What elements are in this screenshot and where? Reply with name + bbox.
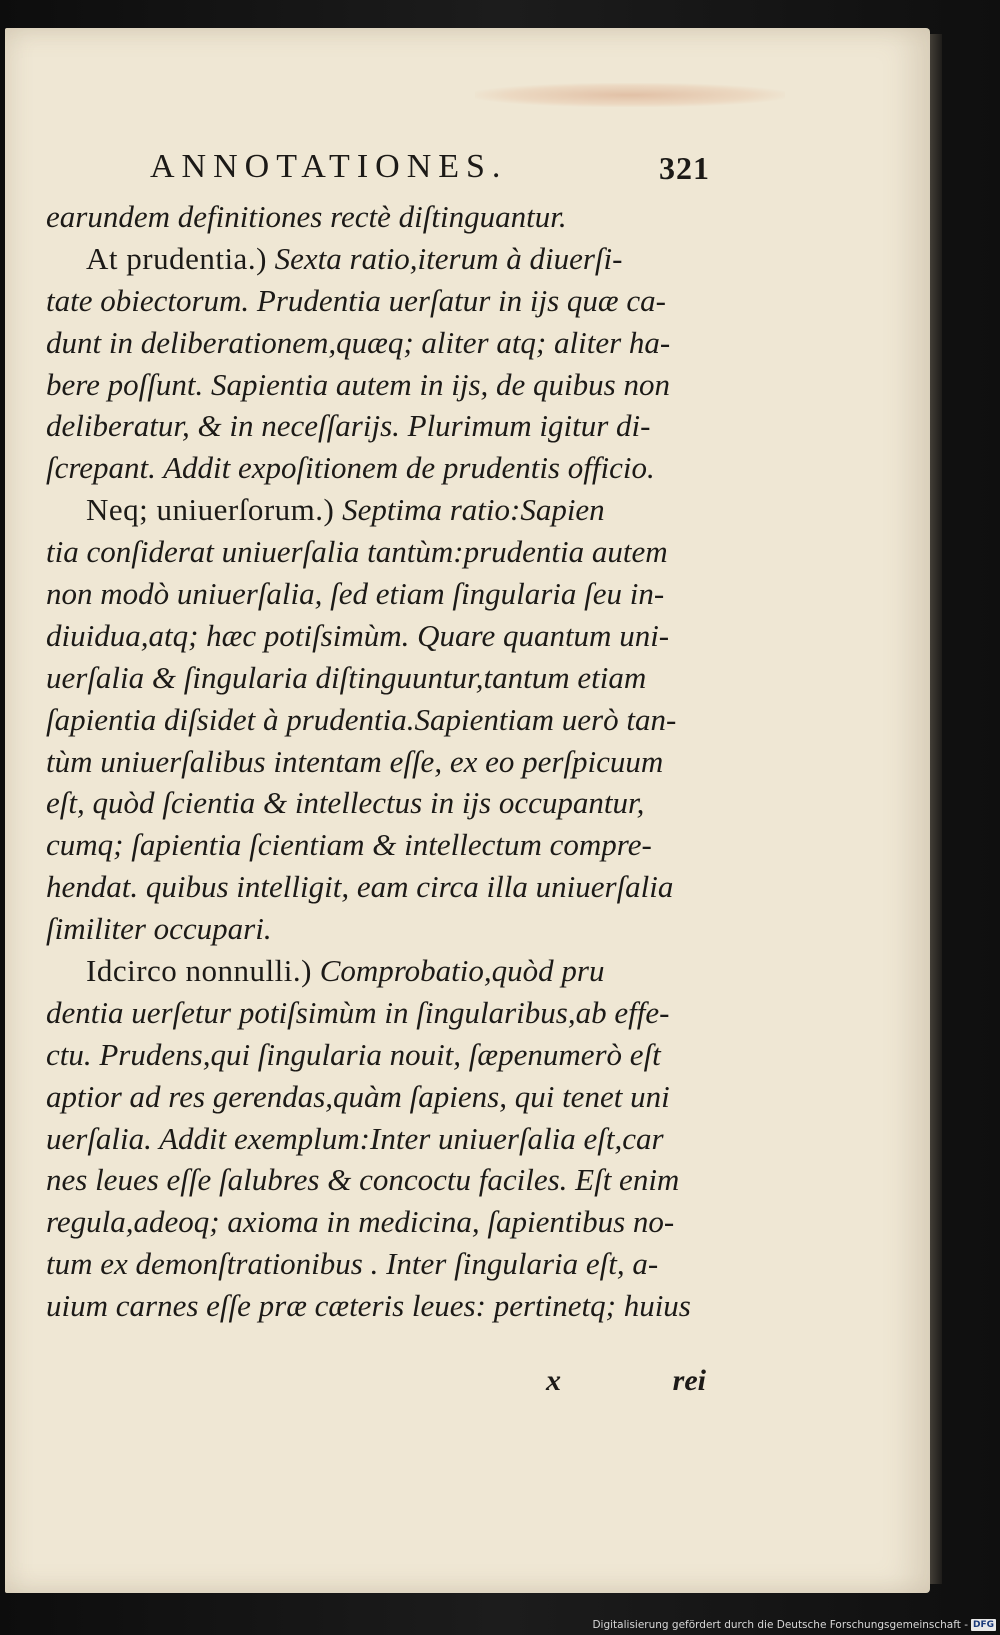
text-line — [46, 1034, 706, 1076]
line-text: uerſalia. Addit exemplum:Inter uniuerſalia eſt,car — [46, 1120, 664, 1156]
text-line — [46, 1118, 706, 1160]
text-line — [46, 950, 706, 992]
text-line — [46, 741, 706, 783]
digitization-credit — [592, 1617, 996, 1633]
line-text: Septima ratio:Sapien — [334, 492, 605, 528]
text-line — [46, 782, 706, 824]
line-text: diuidua,atq; hæc potiſsimùm. Quare quantum uni- — [46, 617, 670, 653]
line-text: ſapientia diſsidet à prudentia.Sapientiam uerò tan- — [46, 701, 677, 737]
text-line — [46, 908, 706, 950]
text-line — [46, 699, 706, 741]
line-text: nes leues eſſe ſalubres & concoctu faciles. Eſt enim — [46, 1162, 680, 1198]
text-line — [46, 1201, 706, 1243]
line-text: ſimiliter occupari. — [46, 911, 272, 947]
text-line — [46, 196, 706, 238]
text-line — [46, 1159, 706, 1201]
line-text: ſcrepant. Addit expoſitionem de prudentis officio. — [46, 450, 655, 486]
lemma: Neq; uniuerſorum.) — [86, 492, 335, 528]
line-text: tate obiectorum. Prudentia uerſatur in ijs quæ ca- — [46, 282, 666, 318]
text-line — [46, 615, 706, 657]
lemma: Idcirco nonnulli.) — [86, 953, 312, 989]
body-text — [46, 196, 706, 1327]
text-line — [46, 657, 706, 699]
line-text: aptior ad res gerendas,quàm ſapiens, qui tenet uni — [46, 1078, 670, 1114]
line-text: tia conſiderat uniuerſalia tantùm:prudentia autem — [46, 534, 668, 570]
line-text: deliberatur, & in neceſſarijs. Plurimum igitur di- — [46, 408, 651, 444]
line-text: uium carnes eſſe præ cæteris leues: pertinetq; huius — [46, 1288, 691, 1324]
line-text: Comprobatio,quòd pru — [311, 953, 605, 989]
text-line — [46, 405, 706, 447]
lemma: At prudentia.) — [86, 240, 267, 276]
text-line — [46, 573, 706, 615]
text-line — [46, 531, 706, 573]
text-line — [46, 364, 706, 406]
line-text: dunt in deliberationem,quæq; aliter atq; aliter ha- — [46, 324, 671, 360]
page-edge-shadow — [930, 34, 942, 1584]
text-line — [46, 238, 706, 280]
dfg-logo: DFG — [972, 1620, 994, 1630]
line-text: Sexta ratio,iterum à diuerſi- — [266, 240, 623, 276]
text-line — [46, 1243, 706, 1285]
line-text: eſt, quòd ſcientia & intellectus in ijs occupantur, — [46, 785, 645, 821]
line-text: uerſalia & ſingularia diſtinguuntur,tantum etiam — [46, 659, 647, 695]
text-line — [46, 866, 706, 908]
text-line — [46, 280, 706, 322]
text-line — [46, 447, 706, 489]
line-text: bere poſſunt. Sapientia autem in ijs, de quibus non — [46, 366, 670, 402]
text-line — [46, 1285, 706, 1327]
page-number: 321 — [659, 150, 710, 186]
line-text: cumq; ſapientia ſcientiam & intellectum compre- — [46, 827, 652, 863]
line-text: non modò uniuerſalia, ſed etiam ſingularia ſeu in- — [46, 576, 665, 612]
text-line — [46, 824, 706, 866]
page-footer — [46, 1364, 706, 1404]
page-header — [150, 148, 710, 192]
line-text: tùm uniuerſalibus intentam eſſe, ex eo perſpicuum — [46, 743, 664, 779]
line-text: earundem definitiones rectè diſtinguantur. — [46, 199, 567, 234]
credit-text: Digitalisierung gefördert durch die Deutsche Forschungsgemeinschaft - — [592, 1619, 968, 1631]
text-line — [46, 322, 706, 364]
line-text: hendat. quibus intelligit, eam circa illa uniuerſalia — [46, 869, 674, 905]
running-head: ANNOTATIONES. — [150, 148, 508, 185]
text-line — [46, 1076, 706, 1118]
signature-mark: x — [546, 1364, 561, 1397]
text-line — [46, 489, 706, 531]
ink-stain — [475, 83, 785, 107]
line-text: dentia uerſetur potiſsimùm in ſingularibus,ab effe- — [46, 994, 670, 1030]
text-line — [46, 992, 706, 1034]
catchword: rei — [672, 1364, 706, 1397]
line-text: ctu. Prudens,qui ſingularia nouit, ſæpenumerò eſt — [46, 1036, 661, 1072]
line-text: regula,adeoq; axioma in medicina, ſapientibus no- — [46, 1204, 675, 1240]
line-text: tum ex demonſtrationibus . Inter ſingularia eſt, a- — [46, 1246, 659, 1282]
